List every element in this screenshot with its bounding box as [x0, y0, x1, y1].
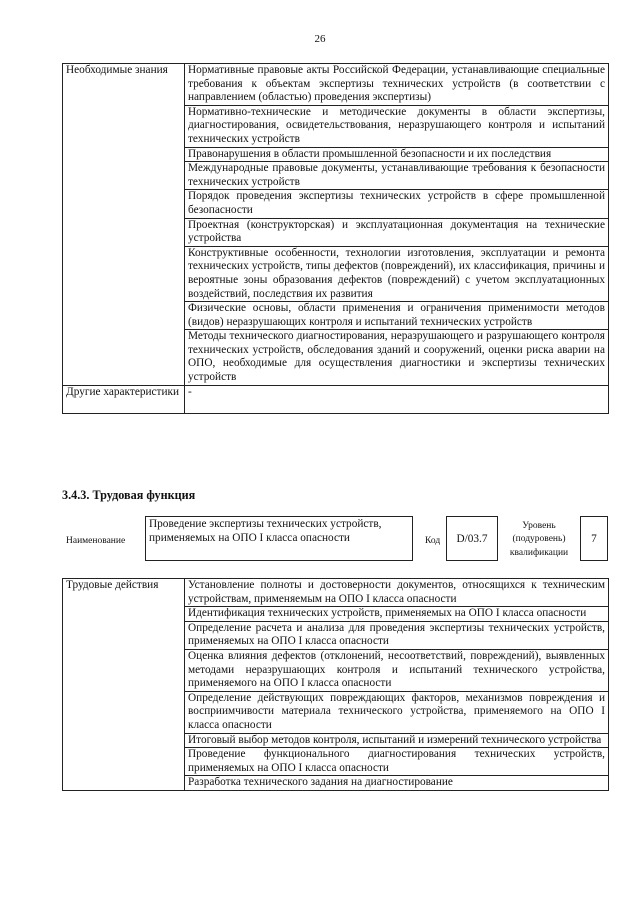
labor-action-item: Итоговый выбор методов контроля, испытаний и измерений технического устройства	[185, 733, 609, 748]
labor-action-item: Определение действующих повреждающих факторов, механизмов повреждения и восприимчивости материала технического устройства, применяемого на ОПО I класса опасности	[185, 691, 609, 733]
knowledge-item: Правонарушения в области промышленной безопасности и их последствия	[185, 147, 609, 162]
knowledge-table	[62, 63, 609, 414]
knowledge-item: Физические основы, области применения и ограничения применимости методов (видов) неразрушающих контроля и испытаний технических устройств	[185, 302, 609, 330]
knowledge-item: Конструктивные особенности, технологии изготовления, эксплуатации и ремонта технических устройств, типы дефектов (повреждений), их классификация, причины и вероятные зоны образования дефектов (повреждений) с учетом эксплуатационных воздействий, последствия их развития	[185, 246, 609, 301]
knowledge-label: Необходимые знания	[63, 64, 185, 386]
labor-action-item: Разработка технического задания на диагностирование	[185, 776, 609, 791]
labor-actions-label: Трудовые действия	[63, 579, 185, 791]
labor-action-item: Проведение функционального диагностирования технических устройств, применяемых на ОПО I класса опасности	[185, 748, 609, 776]
function-name-label: Наименование	[66, 536, 126, 546]
page-number: 26	[314, 33, 326, 45]
function-code-value: D/03.7	[446, 516, 498, 561]
qualification-level-value: 7	[580, 516, 608, 561]
knowledge-item: Проектная (конструкторская) и эксплуатационная документация на технические устройства	[185, 218, 609, 246]
qualification-level-label: Уровень (подуровень) квалификации	[509, 521, 569, 558]
knowledge-item: Нормативно-технические и методические документы в области экспертизы, диагностирования, освидетельствования, неразрушающего контроля и испытаний технических устройств	[185, 105, 609, 147]
other-characteristics-value: -	[185, 385, 609, 413]
labor-action-item: Установление полноты и достоверности документов, относящихся к техническим устройствам, применяемым на ОПО I класса опасности	[185, 579, 609, 607]
knowledge-item: Нормативные правовые акты Российской Федерации, устанавливающие специальные требования к объектам экспертизы технических устройств (в соответствии с направлением (областью) проведения экспертизы)	[185, 64, 609, 106]
function-name-value: Проведение экспертизы технических устройств, применяемых на ОПО I класса опасности	[145, 516, 413, 561]
function-code-label: Код	[425, 536, 441, 546]
knowledge-item: Международные правовые документы, устанавливающие требования к безопасности технических устройств	[185, 162, 609, 190]
labor-actions-table	[62, 578, 609, 791]
knowledge-item: Порядок проведения экспертизы технических устройств в сфере промышленной безопасности	[185, 190, 609, 218]
section-heading: 3.4.3. Трудовая функция	[62, 488, 196, 502]
knowledge-item: Методы технического диагностирования, неразрушающего и разрушающего контроля технических устройств, обследования зданий и сооружений, оценки риска аварии на ОПО, необходимые для осуществления диагностики и экспертизы технических устройств	[185, 330, 609, 385]
other-characteristics-label: Другие характеристики	[63, 385, 185, 413]
labor-action-item: Оценка влияния дефектов (отклонений, несоответствий, повреждений), выявленных методами неразрушающих контроля и испытаний технического устройства, применяемого на ОПО I класса опасности	[185, 649, 609, 691]
labor-action-item: Определение расчета и анализа для проведения экспертизы технических устройств, применяемых на ОПО I класса опасности	[185, 621, 609, 649]
labor-action-item: Идентификация технических устройств, применяемых на ОПО I класса опасности	[185, 607, 609, 622]
